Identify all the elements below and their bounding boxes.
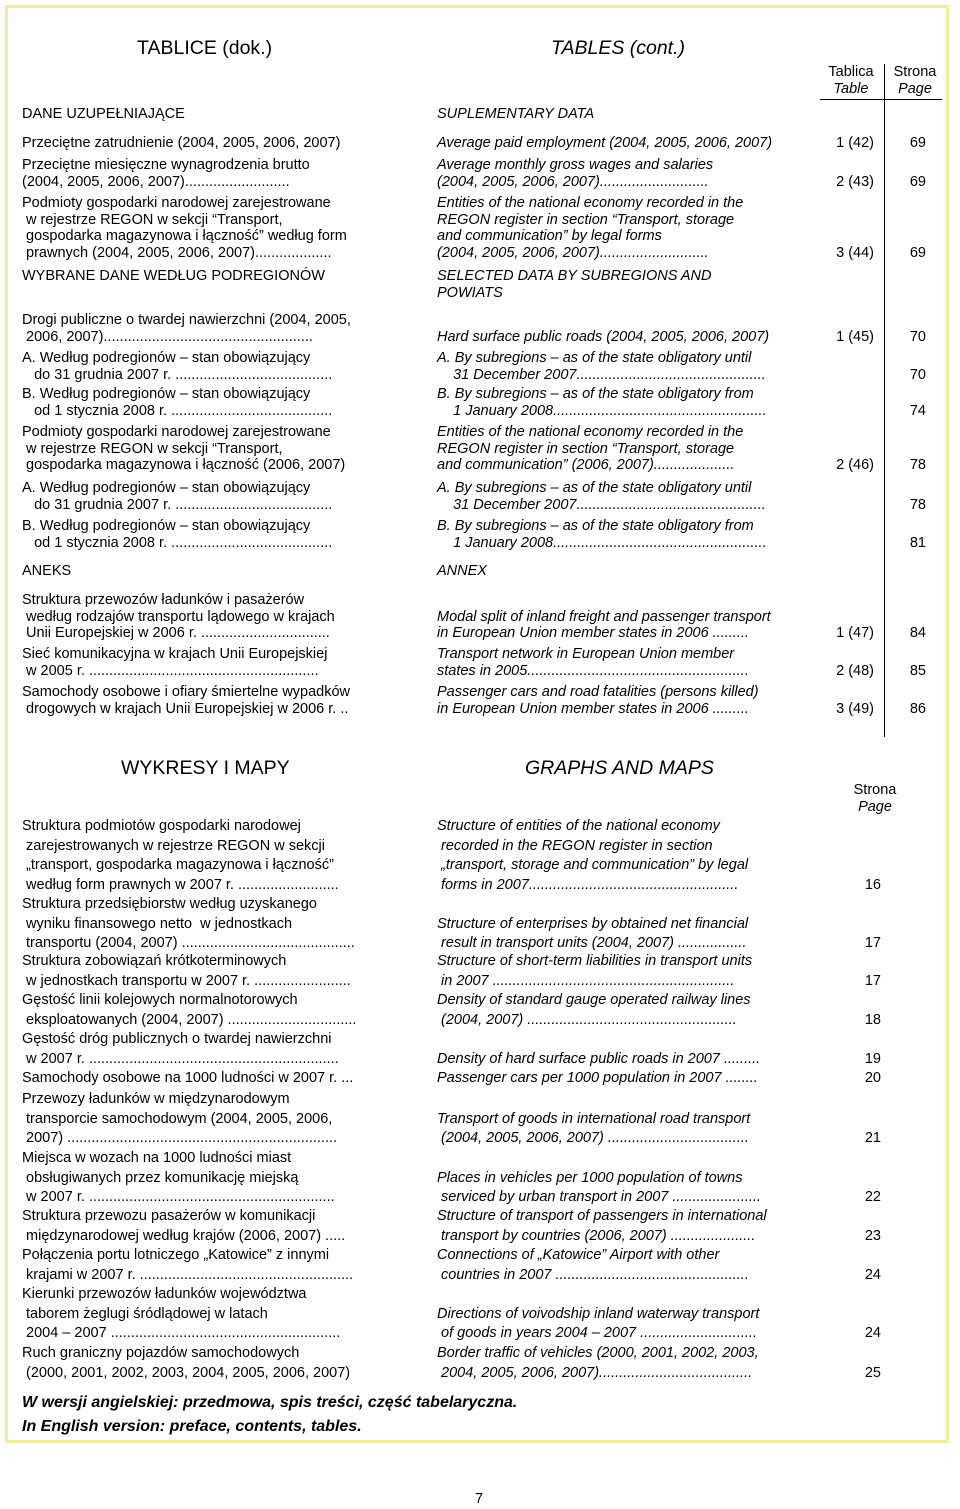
table-title-en: Average paid employment (2004, 2005, 2006, 2007) [437,135,773,151]
tablica-column-rule [884,64,885,737]
graph-page: 23 [864,1227,881,1244]
header-table: Table [833,81,869,97]
graph-page: 17 [864,972,881,989]
table-title-pl: według rodzajów transportu lądowego w krajach [22,608,335,625]
graph-page: 17 [864,935,881,952]
table-title-pl: drogowych w krajach Unii Europejskiej w 2006 r. .. [22,700,349,717]
table-title-en: 1 January 2008..................................................... [437,402,767,419]
table-page: 70 [909,328,926,345]
graphs-header-strona: Strona [853,782,897,798]
table-page: 81 [909,534,926,551]
table-title-en: in European Union member states in 2006 ......... [437,625,749,642]
table-title-en: Modal split of inland freight and passenger transport [437,608,771,625]
graph-page: 22 [864,1189,881,1206]
graphs-title-en: GRAPHS AND MAPS [525,757,714,779]
table-number: 3 (49) [836,700,874,717]
table-title-en: Entities of the national economy recorded in the [437,195,744,211]
graph-title-en: Density of hard surface public roads in 2007 ......... [437,1050,761,1067]
table-title-pl: A. Według podregionów – stan obowiązujący [22,350,311,366]
footer-note-pl: W wersji angielskiej: przedmowa, spis treści, część tabelaryczna. [22,1394,518,1411]
graph-title-en: (2004, 2007) .................................................... [437,1011,737,1028]
table-title-pl: Samochody osobowe i ofiary śmiertelne wypadków [22,684,351,700]
table-title-pl: Unii Europejskiej w 2006 r. ................................ [22,625,330,642]
table-title-pl: Przeciętne zatrudnienie (2004, 2005, 2006, 2007) [22,135,341,151]
graph-title-pl: Gęstość linii kolejowych normalnotorowych [22,992,298,1008]
table-title-en: (2004, 2005, 2006, 2007)........................... [437,245,709,262]
graph-title-pl: 2007) ................................................................... [22,1130,338,1147]
table-title-en: Average monthly gross wages and salaries [437,157,714,173]
table-page: 84 [909,625,926,642]
table-title-pl: w rejestrze REGON w sekcji “Transport, [22,440,283,457]
graphs-header-page: Page [858,799,892,815]
table-page: 69 [909,135,926,151]
table-title-pl: Przeciętne miesięczne wynagrodzenia brutto [22,157,310,173]
graph-title-pl: taborem żeglugi śródlądowej w latach [22,1305,268,1322]
graph-title-en: serviced by urban transport in 2007 ...................... [437,1189,761,1206]
table-title-pl: Drogi publiczne o twardej nawierzchni (2004, 2005, [22,312,351,328]
table-title-pl: Podmioty gospodarki narodowej zarejestrowane [22,195,331,211]
header-page: Page [898,81,932,97]
page-number: 7 [475,1491,484,1507]
table-title-pl: Podmioty gospodarki narodowej zarejestrowane [22,424,331,440]
graph-title-pl: Kierunki przewozów ładunków województwa [22,1286,307,1302]
table-number: 3 (44) [836,245,874,262]
table-title-en: REGON register in section “Transport, storage [437,211,735,228]
table-page: 74 [909,402,926,419]
graph-title-en: „transport, storage and communication” by legal [437,857,749,874]
graph-title-en: Structure of transport of passengers in international [437,1208,767,1224]
graph-title-pl: (2000, 2001, 2002, 2003, 2004, 2005, 2006, 2007) [22,1364,351,1381]
table-title-pl: do 31 grudnia 2007 r. ....................................... [22,496,333,513]
table-title-pl: gospodarka magazynowa i łączność (2006, 2007) [22,457,346,474]
graph-title-pl: międzynarodowej według krajów (2006, 2007) ..... [22,1227,346,1244]
graph-title-en: Structure of short-term liabilities in transport units [437,953,753,969]
table-page: 86 [909,700,926,717]
table-title-pl: Struktura przewozów ładunków i pasażerów [22,592,305,608]
table-title-en: SUPLEMENTARY DATA [437,106,595,122]
table-title-en: A. By subregions – as of the state obligatory until [437,480,752,496]
graph-title-en: Places in vehicles per 1000 population of towns [437,1169,743,1186]
table-title-pl: WYBRANE DANE WEDŁUG PODREGIONÓW [22,268,325,284]
table-title-pl: 2006, 2007).................................................... [22,328,313,345]
graph-title-pl: w 2007 r. ............................................................. [22,1189,335,1206]
graph-title-en: 2004, 2005, 2006, 2007)...................................... [437,1364,753,1381]
graph-title-pl: w jednostkach transportu w 2007 r. ........................ [22,972,351,989]
graph-title-pl: Struktura przewozu pasażerów w komunikacji [22,1208,316,1224]
graph-title-pl: Struktura podmiotów gospodarki narodowej [22,818,301,834]
graphs-title-pl: WYKRESY I MAPY [121,757,290,779]
graph-title-pl: Ruch graniczny pojazdów samochodowych [22,1345,300,1361]
graph-title-pl: obsługiwanych przez komunikację miejską [22,1169,299,1186]
table-number: 1 (47) [836,625,874,642]
table-number: 1 (42) [836,135,874,151]
header-tablica: Tablica [828,64,874,80]
table-number: 2 (48) [836,662,874,679]
table-title-en: Passenger cars and road fatalities (persons killed) [437,684,759,700]
table-page: 69 [909,245,926,262]
table-number: 2 (43) [836,173,874,190]
footer-note-en: In English version: preface, contents, tables. [22,1418,362,1435]
graph-page: 16 [864,876,881,893]
graph-title-pl: Przewozy ładunków w międzynarodowym [22,1091,290,1107]
graph-title-en: Transport of goods in international road transport [437,1110,751,1127]
graph-page: 19 [864,1050,881,1067]
table-title-en: A. By subregions – as of the state obligatory until [437,350,752,366]
graph-title-en: (2004, 2005, 2006, 2007) ................................... [437,1130,749,1147]
table-title-en: 1 January 2008..................................................... [437,534,767,551]
graph-title-en: Structure of entities of the national economy [437,818,720,834]
graph-title-pl: zarejestrowanych w rejestrze REGON w sekcji [22,837,325,854]
graph-title-en: Structure of enterprises by obtained net financial [437,915,749,932]
graph-page: 25 [864,1364,881,1381]
table-title-pl: od 1 stycznia 2008 r. ........................................ [22,534,333,551]
table-title-pl: gospodarka magazynowa i łączność” według form [22,228,347,245]
graph-page: 24 [864,1266,881,1283]
graph-title-en: transport by countries (2006, 2007) ..................... [437,1227,756,1244]
title-pl: TABLICE (dok.) [137,37,273,59]
graph-title-en: Directions of voivodship inland waterway transport [437,1305,760,1322]
header-rule [820,99,942,100]
graph-title-pl: 2004 – 2007 ......................................................... [22,1325,341,1342]
table-title-en: Entities of the national economy recorded in the [437,424,744,440]
graph-page: 21 [864,1130,881,1147]
table-title-pl: do 31 grudnia 2007 r. ....................................... [22,366,333,383]
header-strona: Strona [893,64,937,80]
graph-title-en: forms in 2007.................................................... [437,876,739,893]
table-title-pl: B. Według podregionów – stan obowiązujący [22,386,311,402]
table-title-en: in European Union member states in 2006 ......... [437,700,749,717]
graph-title-pl: transporcie samochodowym (2004, 2005, 2006, [22,1110,333,1127]
table-page: 70 [909,366,926,383]
table-title-en: REGON register in section “Transport, storage [437,440,735,457]
graph-title-pl: „transport, gospodarka magazynowa i łączność” [22,857,334,874]
table-page: 78 [909,496,926,513]
table-title-pl: ANEKS [22,563,72,579]
graph-title-en: recorded in the REGON register in section [437,837,713,854]
graph-title-pl: Gęstość dróg publicznych o twardej nawierzchni [22,1031,332,1047]
table-number: 1 (45) [836,328,874,345]
title-en: TABLES (cont.) [551,37,686,59]
table-title-en: SELECTED DATA BY SUBREGIONS AND [437,268,712,284]
table-page: 78 [909,457,926,474]
table-number: 2 (46) [836,457,874,474]
table-title-pl: B. Według podregionów – stan obowiązujący [22,518,311,534]
graph-title-en: in 2007 ............................................................ [437,972,735,989]
graph-title-pl: wyniku finansowego netto w jednostkach [22,915,293,932]
graph-title-en: of goods in years 2004 – 2007 ............................. [437,1325,757,1342]
table-title-pl: (2004, 2005, 2006, 2007).......................... [22,173,290,190]
graph-title-en: Border traffic of vehicles (2000, 2001, 2002, 2003, [437,1345,759,1361]
graph-title-en: result in transport units (2004, 2007) ................. [437,935,747,952]
graph-title-en: countries in 2007 ................................................ [437,1266,749,1283]
table-title-en: 31 December 2007............................................... [437,496,766,513]
table-title-en: B. By subregions – as of the state obligatory from [437,518,754,534]
graph-title-pl: Połączenia portu lotniczego „Katowice” z innymi [22,1247,330,1263]
table-title-en: and communication” by legal forms [437,228,662,245]
graph-title-en: Density of standard gauge operated railway lines [437,992,751,1008]
table-title-pl: w rejestrze REGON w sekcji “Transport, [22,211,283,228]
graph-page: 18 [864,1011,881,1028]
table-title-en: Hard surface public roads (2004, 2005, 2006, 2007) [437,328,770,345]
graph-title-pl: Struktura zobowiązań krótkoterminowych [22,953,287,969]
table-title-pl: od 1 stycznia 2008 r. ........................................ [22,402,333,419]
graph-title-en: Connections of „Katowice” Airport with other [437,1247,720,1263]
graph-title-pl: Samochody osobowe na 1000 ludności w 2007 r. ... [22,1070,354,1086]
table-title-pl: A. Według podregionów – stan obowiązujący [22,480,311,496]
table-title-pl: DANE UZUPEŁNIAJĄCE [22,106,185,122]
table-title-pl: prawnych (2004, 2005, 2006, 2007)................... [22,245,332,262]
table-title-en: and communication” (2006, 2007).................... [437,457,735,474]
graph-title-pl: transportu (2004, 2007) ........................................... [22,935,355,952]
graph-title-pl: w 2007 r. .............................................................. [22,1050,339,1067]
graph-title-pl: krajami w 2007 r. ..................................................... [22,1266,354,1283]
graph-title-pl: Struktura przedsiębiorstw według uzyskanego [22,896,317,912]
table-title-en: states in 2005....................................................... [437,662,749,679]
table-title-en: (2004, 2005, 2006, 2007)........................... [437,173,709,190]
table-title-pl: w 2005 r. ......................................................... [22,662,319,679]
table-title-en: Transport network in European Union member [437,646,735,662]
table-title-en: ANNEX [437,563,487,579]
table-title-pl: Sieć komunikacyjna w krajach Unii Europejskiej [22,646,328,662]
graph-title-pl: według form prawnych w 2007 r. ......................... [22,876,339,893]
graph-page: 20 [864,1070,881,1086]
table-title-en: 31 December 2007............................................... [437,366,766,383]
table-page: 85 [909,662,926,679]
table-title-en: B. By subregions – as of the state obligatory from [437,386,754,402]
table-title-en: POWIATS [437,284,503,301]
graph-title-en: Passenger cars per 1000 population in 2007 ........ [437,1070,758,1086]
graph-title-pl: Miejsca w wozach na 1000 ludności miast [22,1150,292,1166]
table-page: 69 [909,173,926,190]
graph-title-pl: eksploatowanych (2004, 2007) ................................ [22,1011,357,1028]
graph-page: 24 [864,1325,881,1342]
